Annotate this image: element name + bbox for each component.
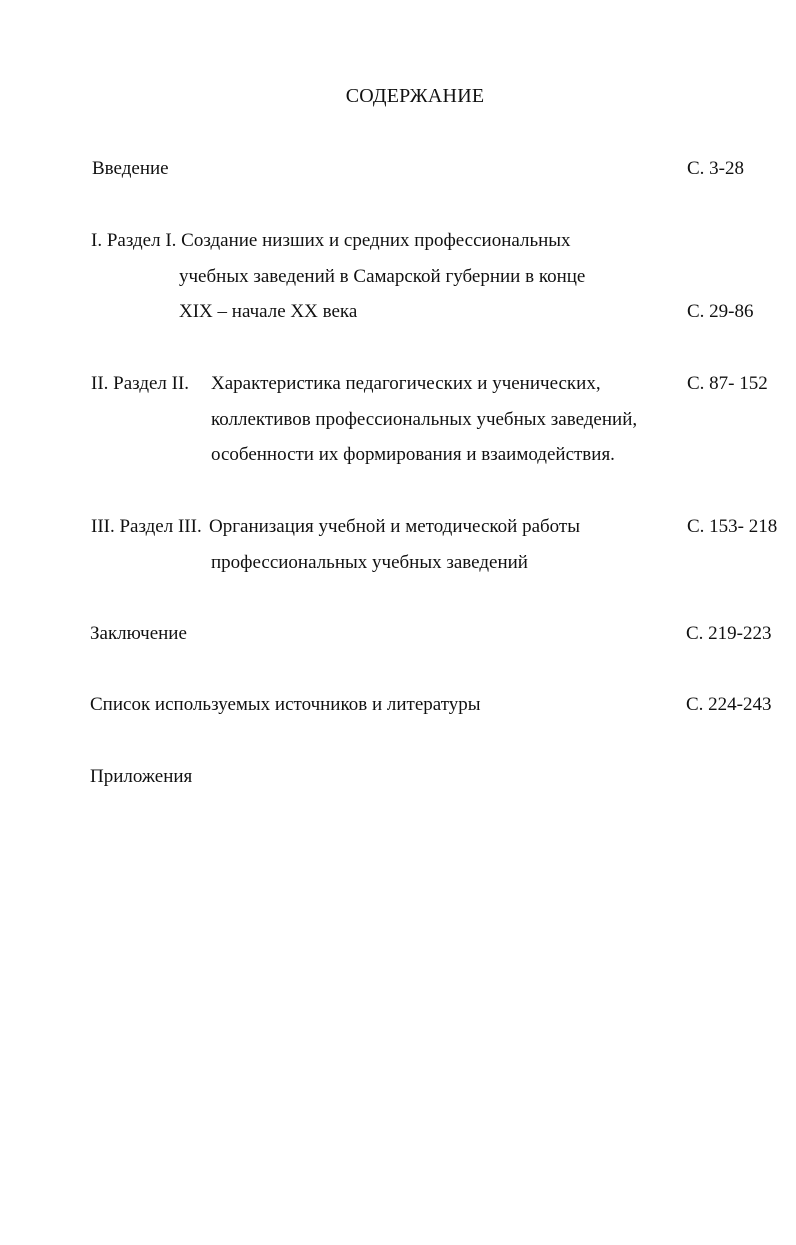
toc-entry-text: учебных заведений в Самарской губернии в конце bbox=[179, 266, 586, 287]
toc-entry-pages: С. 87- 152 bbox=[687, 373, 768, 394]
toc-entry-pages: С. 153- 218 bbox=[687, 516, 778, 537]
toc-entry-pages: С. 219-223 bbox=[686, 623, 772, 644]
toc-entry-pages: С. 224-243 bbox=[686, 694, 772, 715]
toc-entry-text: Приложения bbox=[90, 766, 193, 787]
toc-entry-text: I. Раздел I. Создание низших и средних профессиональных bbox=[91, 230, 571, 251]
toc-entry-text: XIX – начале XX века bbox=[179, 301, 358, 322]
toc-entry-text: особенности их формирования и взаимодействия. bbox=[211, 444, 615, 465]
toc-entry-label: III. Раздел III. bbox=[91, 516, 202, 537]
toc-entry-text: коллективов профессиональных учебных заведений, bbox=[211, 409, 638, 430]
toc-entry-text: профессиональных учебных заведений bbox=[211, 552, 528, 573]
toc-entry-text: Организация учебной и методической работы bbox=[209, 516, 581, 537]
toc-entry-pages: С. 29-86 bbox=[687, 301, 754, 322]
toc-entry-text: Список используемых источников и литературы bbox=[90, 694, 481, 715]
toc-entry-label: II. Раздел II. bbox=[91, 373, 190, 394]
toc-entry-text: Введение bbox=[92, 158, 169, 179]
toc-entry-text: Заключение bbox=[90, 623, 187, 644]
toc-entry-text: Характеристика педагогических и ученических, bbox=[211, 373, 601, 394]
toc-title: СОДЕРЖАНИЕ bbox=[345, 85, 485, 107]
toc-entry-pages: С. 3-28 bbox=[687, 158, 744, 179]
